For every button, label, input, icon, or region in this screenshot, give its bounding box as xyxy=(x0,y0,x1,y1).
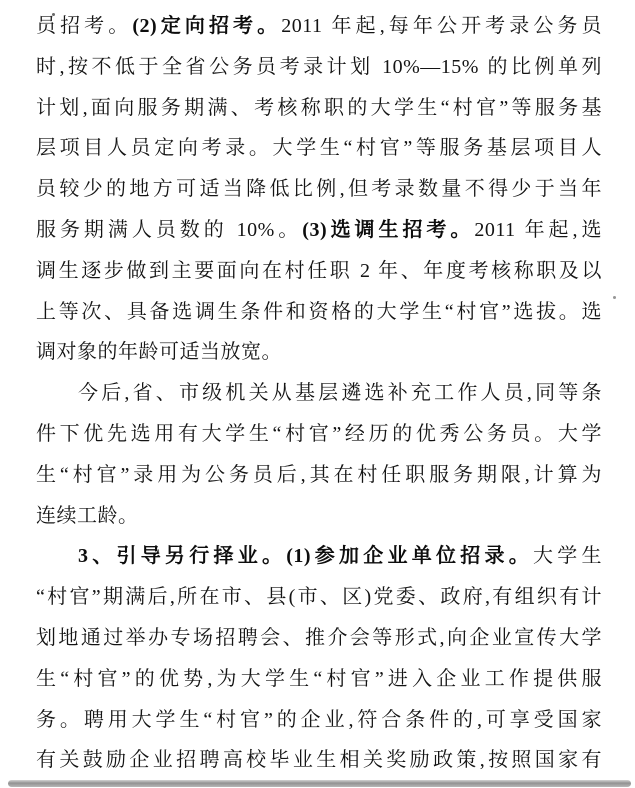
text-line paragraph-start xyxy=(36,536,602,577)
inline-heading: (3)选调生招考。 xyxy=(302,218,475,241)
text-line xyxy=(36,47,602,88)
text-segment: 今后,省、市级机关从基层遴选补充工作人员,同等条 xyxy=(78,382,602,405)
text-line xyxy=(36,292,602,333)
text-segment: 层项目人员定向考录。大学生“村官”等服务基层项目人 xyxy=(36,137,602,160)
text-segment: 调生逐步做到主要面向在村任职 2 年、年度考核称职及以 xyxy=(36,259,602,282)
body-text xyxy=(36,6,602,781)
inline-heading: (2)定向招考。 xyxy=(132,15,282,37)
text-segment: 生“村官”录用为公务员后,其在村任职服务期限,计算为 xyxy=(36,463,602,486)
text-line xyxy=(36,210,602,251)
text-line paragraph-end xyxy=(36,332,602,373)
text-line xyxy=(36,618,602,659)
text-segment: 连续工龄。 xyxy=(36,504,139,527)
text-segment: 大学生 xyxy=(533,545,602,568)
text-line xyxy=(36,455,602,496)
text-line xyxy=(36,128,602,169)
text-segment: 务。聘用大学生“村官”的企业,符合条件的,可享受国家 xyxy=(36,708,602,731)
text-segment: 时,按不低于全省公务员考录计划 10%—15% 的比例单列 xyxy=(36,55,602,78)
text-segment: 调对象的年龄可适当放宽。 xyxy=(36,341,282,364)
text-segment: 服务期满人员数的 10%。 xyxy=(36,218,303,241)
text-line xyxy=(36,169,602,210)
text-segment: 计划,面向服务期满、考核称职的大学生“村官”等服务基 xyxy=(36,96,602,119)
text-segment: 件下优先选用有大学生“村官”经历的优秀公务员。大学 xyxy=(36,422,602,445)
text-segment: 2011 年起,选 xyxy=(474,218,602,241)
text-segment: 有关鼓励企业招聘高校毕业生相关奖励政策,按照国家有 xyxy=(36,749,602,772)
text-segment: 上等次、具备选调生条件和资格的大学生“村官”选拔。选 xyxy=(36,300,602,323)
text-segment: 划地通过举办专场招聘会、推介会等形式,向企业宣传大学 xyxy=(36,626,602,649)
text-line paragraph-start xyxy=(36,373,602,414)
text-segment: “村官”期满后,所在市、县(市、区)党委、政府,有组织有计 xyxy=(36,586,602,609)
text-line xyxy=(36,88,602,129)
text-line xyxy=(36,414,602,455)
scan-edge-shadow xyxy=(8,780,631,787)
inline-heading: 3、引导另行择业。(1)参加企业单位招录。 xyxy=(78,545,533,568)
text-segment: 2011 年起,每年公开考录公务员 xyxy=(281,15,602,37)
scan-speck xyxy=(613,296,616,299)
text-line paragraph-end xyxy=(36,496,602,537)
text-segment: 生“村官”的优势,为大学生“村官”进入企业工作提供服 xyxy=(36,667,602,690)
text-segment: 员招考。 xyxy=(36,15,133,37)
text-line xyxy=(36,700,602,741)
text-line xyxy=(36,577,602,618)
text-segment: 员较少的地方可适当降低比例,但考录数量不得少于当年 xyxy=(36,178,602,201)
text-line xyxy=(36,740,602,781)
text-line xyxy=(36,251,602,292)
text-line xyxy=(36,659,602,700)
text-line xyxy=(36,6,602,47)
